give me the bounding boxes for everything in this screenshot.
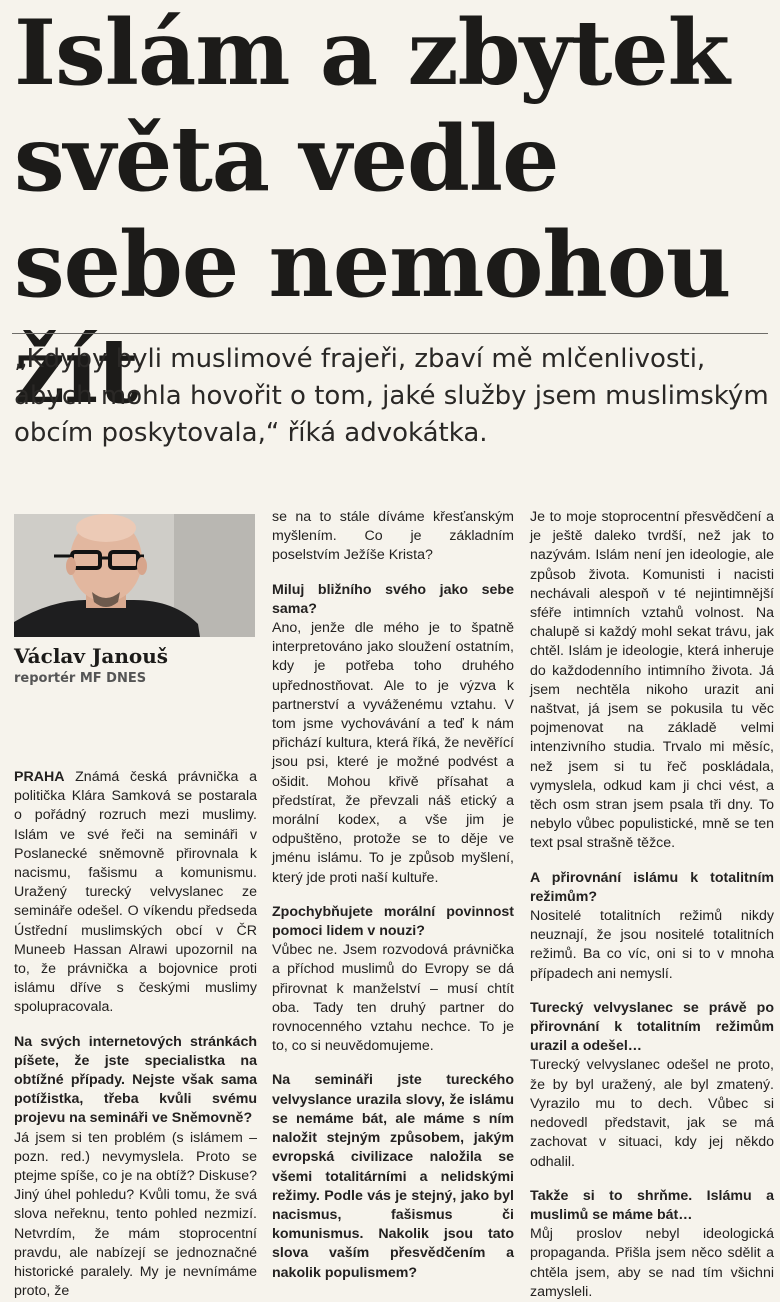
dateline: PRAHA	[14, 769, 65, 785]
author-name: Václav Janouš	[14, 644, 169, 668]
interview-question: Na svých internetových stránkách píšete, že jste specialistka na obtížné případy. Nejste však sama potížistka, třeba kvůli svému projevu na semináři ve Sněmovně?	[14, 1033, 257, 1127]
interview-question: Na semináři jste tureckého velvyslance urazila slovy, že islámu se nemáme bát, ale máme s ním naložit stejným způsobem, jakým evropská civilizace naložila se všemi totalitárními a nelidskými režimy. Podle vás je stejný, jako byl nacismus, fašismus či komunismus. Nakolik jsou tato slova vaším přesvědčením a nakolik populismem?	[272, 1072, 514, 1281]
interview-answer: Nositelé totalitních režimů nikdy neuznají, že jsou nositelé totalitních režimů. Ba co víc, oni si to v mnoha případech ani nemyslí.	[530, 908, 774, 982]
article-column-3	[530, 508, 774, 1302]
interview-question: Takže si to shrňme. Islámu a muslimů se máme bát…	[530, 1187, 774, 1223]
divider-rule	[12, 333, 768, 334]
headline: Islám a zbytek světa vedle sebe nemohou žít	[14, 0, 731, 424]
interview-answer: se na to stále díváme křesťanským myšlením. Co je základním poselstvím Ježíše Krista?	[272, 509, 514, 564]
interview-question: A přirovnání islámu k totalitním režimům?	[530, 869, 774, 905]
interview-answer: Můj proslov nebyl ideologická propaganda. Přišla jsem něco sdělit a chtěla jsem, aby se nad tím všichni zamysleli.	[530, 1226, 774, 1300]
interview-answer: Turecký velvyslanec odešel ne proto, že by byl uražený, ale byl zmatený. Vyrazilo mu to dech. Vůbec si nedovedl představit, jak se má zachovat v situaci, kdy jej někdo odhalil.	[530, 1057, 774, 1170]
interview-answer: Vůbec ne. Jsem rozvodová právnička a příchod muslimů do Evropy se dá přirovnat k manželství – musí chtít oba. Tady ten druhý partner do rovnocenného vztahu nechce. To je to, co si neuvědomujeme.	[272, 942, 514, 1055]
interview-question: Miluj bližního svého jako sebe sama?	[272, 581, 514, 617]
interview-answer: Ano, jenže dle mého je to špatně interpretováno jako sloužení ostatním, kdy je potřeba toho druhého upřednostňovat. Ale to je výzva k partnerství a vyváženému vztahu. V tom jsme vychovávání a teď k nám přichází kultura, která říká, že nevěřící jsou psi, které je možné podvést a ošidit. Mohou křivě přísahat a předstírat, že převzali náš etický a morální kodex, a vše jim je odpuštěno, protože se to děje ve jménu islámu. To je způsob myšlení, který jde proti naší kultuře.	[272, 620, 514, 886]
interview-answer: Já jsem si ten problém (s islámem – pozn. red.) nevymyslela. Proto se ptejme spíše, co je na obtíž? Diskuse? Jiný úhel pohledu? Kvůli tomu, že svá slova neřeknu, tento pohled nezmizí. Netvrdím, že mám stoprocentní pravdu, ale nabízejí se jednoznačné historické paralely. My je nevnímáme proto, že	[14, 1129, 257, 1300]
interview-answer: Je to moje stoprocentní přesvědčení a je ještě daleko tvrdší, než jak to nazývám. Islám není jen ideologie, ale způsob života. Komunisti i nacisti nechávali alespoň v té nejintimnější sféře intimních vztahů volnost. Na chalupě si každý mohl sekat trávu, jak chtěl. Islám je ideologie, která inheruje do každodenního intimního života. Já jsem nechtěla nikoho urazit ani naštvat, já jsem se pokusila tu věc pojmenovat na základě velmi intenzivního studia. Trvalo mi měsíc, než jsem si tu řeč poskládala, vymyslela, odkud kam ji chci vést, a těch osm stran jsem psala tři dny. To nebylo vůbec populistické, mně se ten text psal strašně těžce.	[530, 509, 774, 852]
intro-paragraph	[14, 768, 257, 1018]
interview-question: Zpochybňujete morální povinnost pomoci lidem v nouzi?	[272, 903, 514, 940]
article-column-1	[14, 768, 257, 1301]
intro-text: Známá česká právnička a politička Klára Samková se postarala o pořádný rozruch mezi muslimy. Islám ve své řeči na semináři v Poslanecké sněmovně přirovnala k nacismu, fašismu a komunismu. Uražený turecký velvyslanec ze semináře odešel. O víkendu předseda Ústřední muslimských obcí v ČR Muneeb Hassan Alrawi upozornil na to, že právnička a bojovnice proti islámu dříve s českými muslimy spolupracovala.	[14, 769, 257, 1016]
article-column-2	[272, 508, 514, 1283]
author-photo	[14, 514, 255, 637]
interview-question: Turecký velvyslanec se právě po přirovnání k totalitním režimům urazil a odešel…	[530, 999, 774, 1055]
lead-quote: „Kdyby byli muslimové frajeři, zbaví mě mlčenlivosti, abych mohla hovořit o tom, jaké služby jsem muslimským obcím poskytovala,“ říká advokátka.	[14, 344, 769, 448]
author-role: reportér MF DNES	[14, 671, 147, 686]
